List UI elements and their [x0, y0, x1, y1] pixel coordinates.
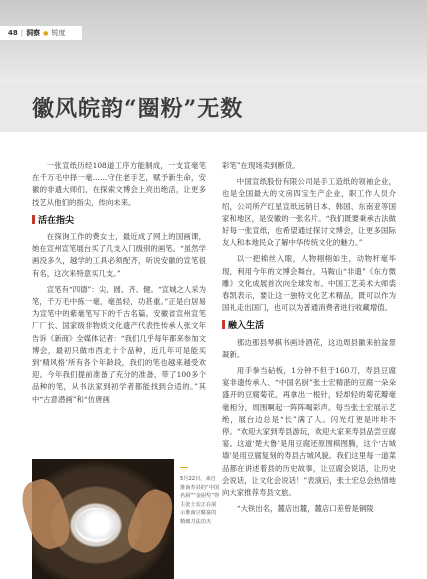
page-header: [0, 26, 82, 40]
bullet-icon: ●: [43, 29, 49, 37]
header-separator: |: [20, 29, 24, 37]
article-title: 徽风皖韵“圈粉”无数: [32, 96, 244, 122]
right-hand-shape: [121, 485, 178, 558]
intro-paragraph: 一张宣纸历经108道工序方能制成，一支宣毫笔在千万毛中择一毫……守住老手艺，赋予新生命，安徽的非遗大师们，在探索文博会上亮出绝活，让更多技艺从他们的指尖，传向未来。: [32, 161, 206, 207]
paragraph: 宣笔有“四德”：尖、圆、齐、健。“宣城之人采为笔，千万毛中拣一毫，毫虽轻，功甚重。”正是白居易为宣笔中的紫毫笔写下的千古名篇。安徽省宣州宣笔厂厂长、国家级非物质文化遗产代表性传承人张文年告诉《新商》全媒体记者：“我们几乎每年都来参加文博会，最初只做市西北十个品种，近几年可是能买到‘精风格’所有各个年龄段，我们的笔也越来越受欢迎。今年我们提前准备了充分的准备，带了100多个品种的笔，从书法家到初学者都能找到合适的。”其中“古意潜画”和“仿唐画: [32, 284, 206, 404]
paragraph: “大铁出名，麓店出麓，麓店口差曾是铜陵: [236, 504, 374, 514]
page-number: 48: [8, 29, 18, 37]
paragraph: 以一把棉丝入眼，人物栩栩如生，动物杆毫毕现，利用今年的文博会舞台，马鞍山“非遗”《东方微雕》文化成展首次向全球发布。中国工艺美术大师裘春凯表示，要让这一独特文化艺术精品，既可以作为国礼走出国门，也可以为普通消费者进行收藏增值。: [222, 254, 396, 313]
caption-accent-line: [180, 467, 188, 468]
left-column: [32, 160, 206, 410]
right-column: [222, 160, 396, 519]
tofu-chrysanthemum-photo: [32, 459, 174, 579]
subhead-2: 融入生活: [222, 320, 396, 332]
header-band: [0, 0, 427, 84]
photo-caption: 5月22日，来自淮南寿县的“中国名厨”“金厨奖”得主张士宏正在展示淮南豆腐宴的精细刀法功夫: [180, 476, 220, 525]
paragraph: 那边那县琴棋书画诗酒花，这边周县徽来拍盆景凝新。: [222, 337, 396, 359]
paragraph: 中国宣纸股份有限公司是手工造纸的领袖企业，也是全国最大的文房四宝生产企业，职工作人员介绍，公司所产红星宣纸远销日本、韩国、东南亚等国家和地区，是安徽的一张名片。“我们既要秉承古法做好每一张宣纸，也希望通过探讨文博会，让更多国际友人和本地民众了解中华传统文化的魅力。”: [222, 177, 396, 248]
tofu-flower-shape: [76, 509, 120, 539]
subhead-1: 活在指尖: [32, 215, 206, 227]
paragraph-continued: 彩笔”在现场卖到断货。: [222, 161, 300, 170]
paragraph: 用手拳当砧板，1分钟不但于160刀，寿县豆腐宴非遗传承人、“中国名厨”张士宏精湛的豆腐一朵朵盛开的豆腐菊花，再拿出一根针，轻却轻的菊花瓣毫毫相分，周围啊起一阵阵喝彩声。每当张士宏展示艺绝，展台边总是“长”满了人。闪光灯更是咔咔不停。“欢迎大家到寿县游玩，欢迎大家来寿县品尝豆腐宴。这道‘楚大鲁’是用豆腐还原围棋图腾，这个‘古城墙’是用豆腐复刻的寿县古城风貌。我们这里每一道菜品都在讲述着县的历史故事，让豆腐会说话，让历史会说话，让文化会说话！”表演后，张士宏总会热情地向大家推荐寿县文旅。: [222, 366, 396, 498]
column-name: 锐度: [51, 29, 66, 37]
brand-label: 洞察: [26, 29, 41, 37]
paragraph: 在探询工作的费女士，最近成了网上的国画课，她在宣州宣笔展台买了几支入门级别的画笔。“虽然学画没多久，越学的工具必须配齐，听说安徽的宣笔很有名，这次来特意买几支。”: [32, 232, 206, 278]
left-hand-shape: [16, 475, 76, 554]
